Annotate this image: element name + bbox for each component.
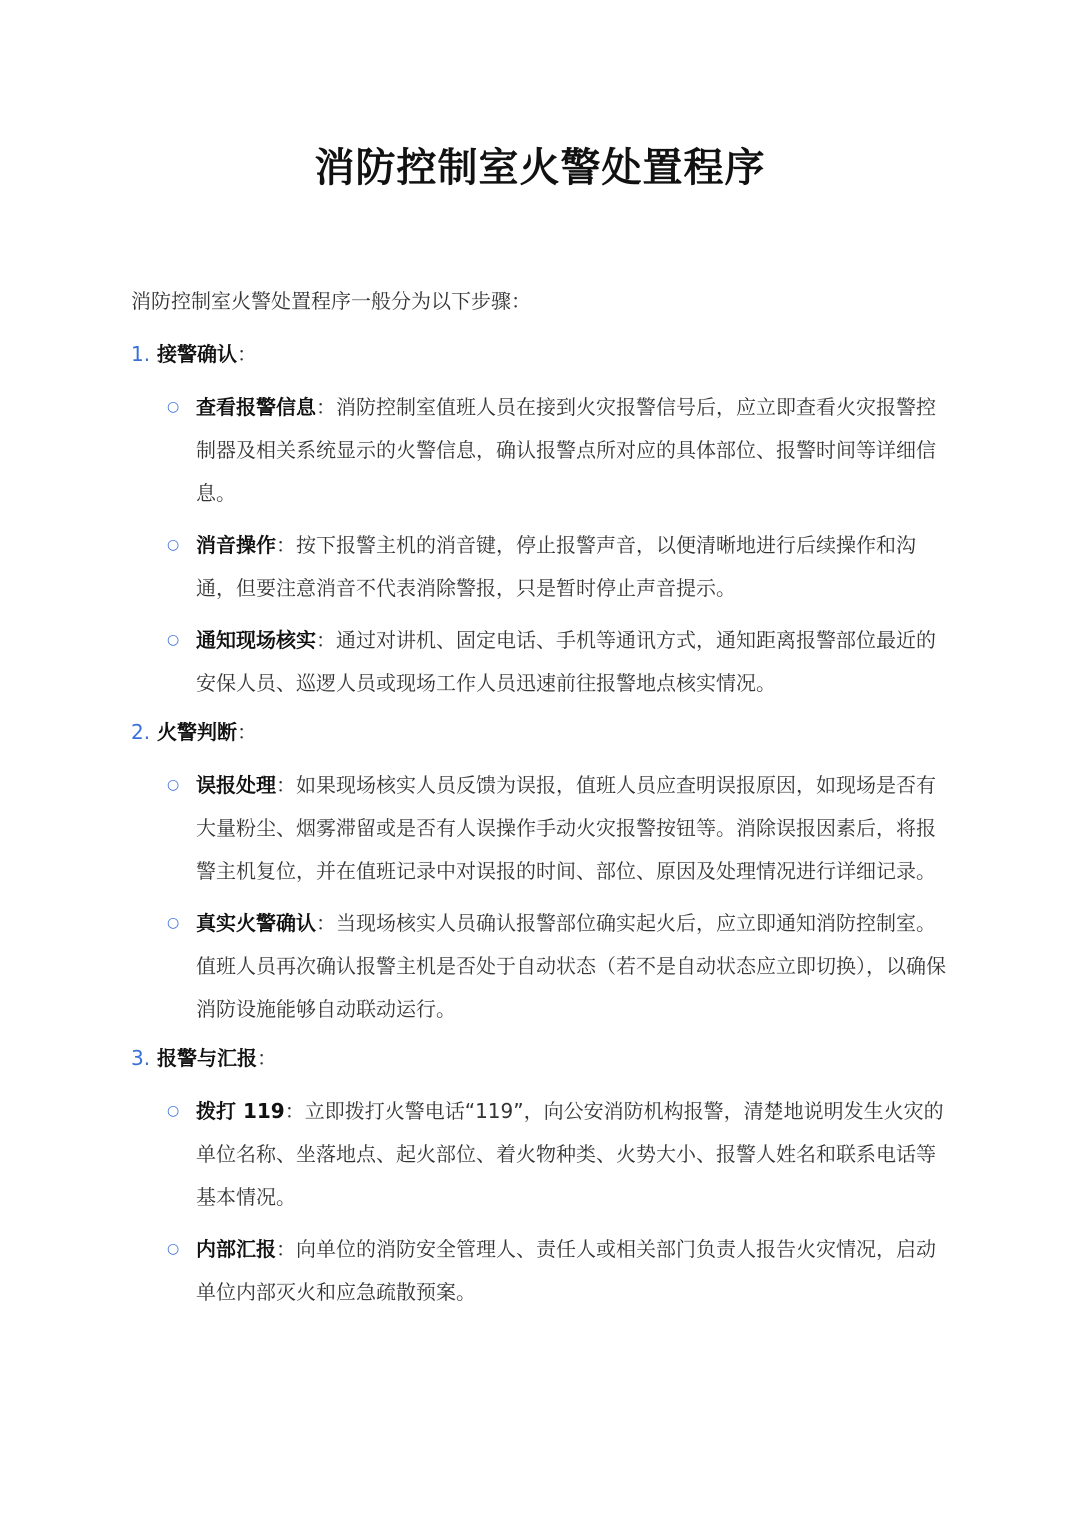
item-text: 按下报警主机的消音键，停止报警声音，以便清晰地进行后续操作和沟通，但要注意消音不代表消除警报，只是暂时停止声音提示。 bbox=[196, 533, 916, 600]
step-number: 1. bbox=[131, 342, 151, 366]
list-item bbox=[131, 386, 951, 515]
page-title: 消防控制室火警处置程序 bbox=[314, 145, 766, 191]
item-label: 拨打 119 bbox=[196, 1099, 285, 1123]
item-colon: ： bbox=[316, 628, 336, 652]
bullet-list bbox=[131, 386, 951, 705]
item-colon: ： bbox=[276, 533, 296, 557]
list-item bbox=[131, 524, 951, 610]
hollow-circle-bullet-icon: ○ bbox=[167, 399, 180, 415]
list-item bbox=[131, 1090, 951, 1219]
bullet-list bbox=[131, 1090, 951, 1314]
hollow-circle-bullet-icon: ○ bbox=[167, 777, 180, 793]
step-heading bbox=[131, 336, 951, 372]
bullet-list bbox=[131, 764, 951, 1031]
hollow-circle-bullet-icon: ○ bbox=[167, 632, 180, 648]
list-item bbox=[131, 902, 951, 1031]
hollow-circle-bullet-icon: ○ bbox=[167, 1241, 180, 1257]
list-item bbox=[131, 764, 951, 893]
step-3 bbox=[131, 1040, 951, 1314]
item-colon: ： bbox=[316, 395, 336, 419]
steps-list bbox=[131, 336, 951, 1314]
item-text: 当现场核实人员确认报警部位确实起火后，应立即通知消防控制室。值班人员再次确认报警主机是否处于自动状态（若不是自动状态应立即切换），以确保消防设施能够自动联动运行。 bbox=[196, 911, 946, 1021]
item-label: 真实火警确认 bbox=[196, 911, 316, 935]
step-colon: ： bbox=[237, 720, 257, 744]
list-item bbox=[131, 619, 951, 705]
step-number: 2. bbox=[131, 720, 151, 744]
item-label: 误报处理 bbox=[196, 773, 276, 797]
step-1 bbox=[131, 336, 951, 714]
intro-paragraph: 消防控制室火警处置程序一般分为以下步骤： bbox=[131, 289, 531, 313]
item-colon: ： bbox=[316, 911, 336, 935]
hollow-circle-bullet-icon: ○ bbox=[167, 1103, 180, 1119]
item-text: 向单位的消防安全管理人、责任人或相关部门负责人报告火灾情况，启动单位内部灭火和应急疏散预案。 bbox=[196, 1237, 936, 1304]
step-label: 接警确认 bbox=[157, 342, 237, 366]
item-text: 立即拨打火警电话“119”，向公安消防机构报警，清楚地说明发生火灾的单位名称、坐落地点、起火部位、着火物种类、火势大小、报警人姓名和联系电话等基本情况。 bbox=[196, 1099, 944, 1209]
item-label: 内部汇报 bbox=[196, 1237, 276, 1261]
step-label: 火警判断 bbox=[157, 720, 237, 744]
step-colon: ： bbox=[257, 1046, 277, 1070]
step-heading bbox=[131, 1040, 951, 1076]
step-label: 报警与汇报 bbox=[157, 1046, 257, 1070]
list-item bbox=[131, 1228, 951, 1314]
item-text: 如果现场核实人员反馈为误报，值班人员应查明误报原因，如现场是否有大量粉尘、烟雾滞留或是否有人误操作手动火灾报警按钮等。消除误报因素后，将报警主机复位，并在值班记录中对误报的时间、部位、原因及处理情况进行详细记录。 bbox=[196, 773, 936, 883]
hollow-circle-bullet-icon: ○ bbox=[167, 537, 180, 553]
item-colon: ： bbox=[284, 1099, 305, 1123]
step-number: 3. bbox=[131, 1046, 151, 1070]
item-label: 消音操作 bbox=[196, 533, 276, 557]
item-label: 通知现场核实 bbox=[196, 628, 316, 652]
step-heading bbox=[131, 714, 951, 750]
item-colon: ： bbox=[276, 1237, 296, 1261]
hollow-circle-bullet-icon: ○ bbox=[167, 915, 180, 931]
item-text: 通过对讲机、固定电话、手机等通讯方式，通知距离报警部位最近的安保人员、巡逻人员或现场工作人员迅速前往报警地点核实情况。 bbox=[196, 628, 936, 695]
item-label: 查看报警信息 bbox=[196, 395, 316, 419]
step-2 bbox=[131, 714, 951, 1040]
item-text: 消防控制室值班人员在接到火灾报警信号后，应立即查看火灾报警控制器及相关系统显示的火警信息，确认报警点所对应的具体部位、报警时间等详细信息。 bbox=[196, 395, 936, 505]
item-colon: ： bbox=[276, 773, 296, 797]
step-colon: ： bbox=[237, 342, 257, 366]
